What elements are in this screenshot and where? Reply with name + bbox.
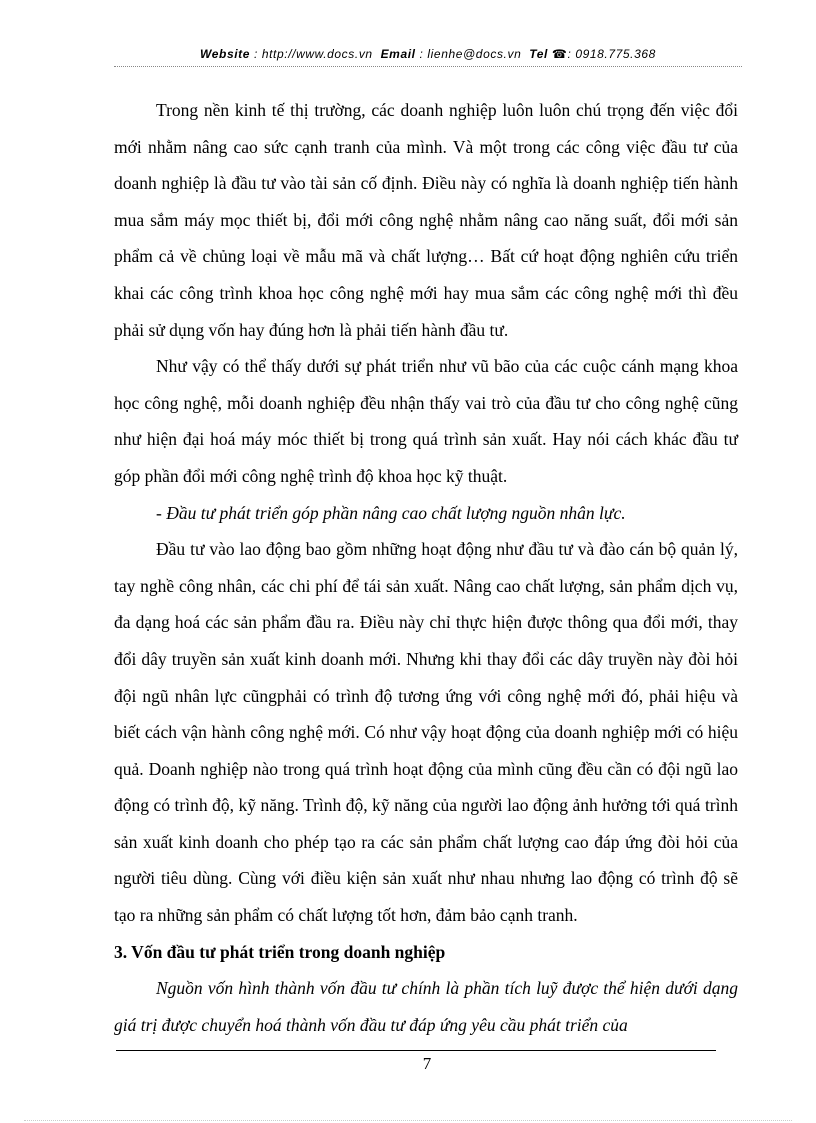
telephone-icon: ☎ xyxy=(551,47,568,61)
footer-divider xyxy=(116,1050,716,1051)
page-edge-divider xyxy=(24,1120,792,1121)
page-header xyxy=(114,47,742,61)
website-value: : http://www.docs.vn xyxy=(253,47,373,61)
paragraph-3: Đầu tư vào lao động bao gồm những hoạt động như đầu tư và đào cán bộ quản lý, tay nghề công nhân, các chi phí để tái sản xuất. Nâng cao chất lượng, sản phẩm dịch vụ, đa dạng hoá các sản phẩm đầu ra. Điều này chỉ thực hiện được thông qua đổi mới, thay đổi dây truyền sản xuất kinh doanh mới. Nhưng khi thay đổi các dây truyền này đòi hỏi đội ngũ nhân lực cũngphải có trình độ tương ứng với công nghệ mới đó, phải hiệu và biết cách vận hành công nghệ mới. Có như vậy hoạt động của doanh nghiệp mới có hiệu quả. Doanh nghiệp nào trong quá trình hoạt động của mình cũng đều cần có đội ngũ lao động có trình độ, kỹ năng. Trình độ, kỹ năng của người lao động ảnh hưởng tới quá trình sản xuất kinh doanh cho phép tạo ra các sản phẩm chất lượng cao đáp ứng đòi hỏi của người tiêu dùng. Cùng với điều kiện sản xuất như nhau nhưng lao động có trình độ sẽ tạo ra những sản phẩm có chất lượng tốt hơn, đảm bảo cạnh tranh. xyxy=(114,539,738,926)
paragraph-4: Nguồn vốn hình thành vốn đầu tư chính là phần tích luỹ được thể hiện dưới dạng giá trị được chuyển hoá thành vốn đầu tư đáp ứng yêu cầu phát triển của xyxy=(114,978,738,1035)
email-label: Email xyxy=(380,47,416,61)
tel-label: Tel xyxy=(529,47,548,61)
subheading-human-resources: - Đầu tư phát triển góp phần nâng cao chất lượng nguồn nhân lực. xyxy=(156,502,626,523)
website-label: Website xyxy=(200,47,251,61)
document-body xyxy=(114,92,738,1043)
paragraph-2: Như vậy có thể thấy dưới sự phát triển như vũ bão của các cuộc cánh mạng khoa học công nghệ, mỗi doanh nghiệp đều nhận thấy vai trò của đầu tư cho công nghệ cũng như hiện đại hoá máy móc thiết bị trong quá trình sản xuất. Hay nói cách khác đầu tư góp phần đổi mới công nghệ trình độ khoa học kỹ thuật. xyxy=(114,356,738,486)
email-value: : lienhe@docs.vn xyxy=(419,47,522,61)
page-number: 7 xyxy=(422,1054,432,1073)
section-heading-3: 3. Vốn đầu tư phát triển trong doanh nghiệp xyxy=(114,941,446,962)
paragraph-1: Trong nền kinh tế thị trường, các doanh nghiệp luôn luôn chú trọng đến việc đổi mới nhằm nâng cao sức cạnh tranh của mình. Và một trong các công việc đầu tư của doanh nghiệp là đầu tư vào tài sản cố định. Điều này có nghĩa là doanh nghiệp tiến hành mua sắm máy mọc thiết bị, đổi mới công nghệ nhằm nâng cao năng suất, đổi mới sản phẩm cả về chủng loại về mẫu mã và chất lượng… Bất cứ hoạt động nghiên cứu triển khai các công trình khoa học công nghệ mới hay mua sắm các công nghệ mới thì đều phải sử dụng vốn hay đúng hơn là phải tiến hành đầu tư. xyxy=(114,100,738,340)
tel-value: : 0918.775.368 xyxy=(567,47,656,61)
header-divider xyxy=(114,66,742,67)
